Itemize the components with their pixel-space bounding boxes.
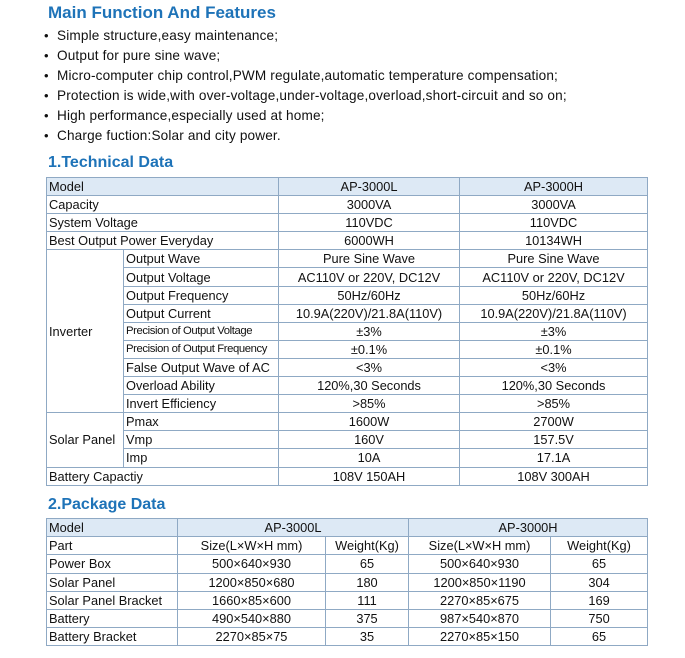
table-row [47,178,648,196]
weight-l: 180 [326,573,409,591]
value-l: 3000VA [279,196,460,214]
weight-l: 375 [326,609,409,627]
value-l: 10.9A(220V)/21.8A(110V) [279,304,460,322]
row-label: False Output Wave of AC [124,358,279,376]
table-row [47,214,648,232]
header-model-l: AP-3000L [279,178,460,196]
size-l: 500×640×930 [178,555,326,573]
row-label: System Voltage [47,214,279,232]
subheader-weight: Weight(Kg) [551,537,648,555]
table-row [47,591,648,609]
value-l: <3% [279,358,460,376]
weight-h: 169 [551,591,648,609]
row-label: Output Current [124,304,279,322]
table-row [47,413,648,431]
value-l: 108V 150AH [279,467,460,485]
row-label: Precision of Output Frequency [124,340,279,358]
table-row [47,268,648,286]
header-label: Model [47,178,279,196]
part-name: Power Box [47,555,178,573]
subheader-part: Part [47,537,178,555]
value-h: Pure Sine Wave [460,250,648,268]
table-row [47,322,648,340]
bullet: • [44,108,49,123]
size-l: 2270×85×75 [178,628,326,646]
feature-item [44,46,567,66]
size-h: 987×540×870 [409,609,551,627]
table-row [47,449,648,467]
value-h: 3000VA [460,196,648,214]
value-h: 10134WH [460,232,648,250]
value-h: <3% [460,358,648,376]
value-h: ±0.1% [460,340,648,358]
subheader-size: Size(L×W×H mm) [409,537,551,555]
table-row [47,573,648,591]
value-l: ±3% [279,322,460,340]
feature-text: Protection is wide,with over-voltage,under-voltage,overload,short-circuit and so on; [57,88,567,103]
size-l: 1200×850×680 [178,573,326,591]
value-h: 108V 300AH [460,467,648,485]
subheader-weight: Weight(Kg) [326,537,409,555]
value-l: 6000WH [279,232,460,250]
header-label: Model [47,519,178,537]
table-row [47,555,648,573]
value-h: ±3% [460,322,648,340]
header-model-h: AP-3000H [409,519,648,537]
bullet: • [44,28,49,43]
table-row [47,377,648,395]
size-h: 500×640×930 [409,555,551,573]
table-row [47,358,648,376]
weight-h: 750 [551,609,648,627]
value-h: 17.1A [460,449,648,467]
feature-text: Micro-computer chip control,PWM regulate,automatic temperature compensation; [57,68,558,83]
row-label: Vmp [124,431,279,449]
row-label: Best Output Power Everyday [47,232,279,250]
feature-text: Charge fuction:Solar and city power. [57,128,281,143]
bullet: • [44,128,49,143]
header-model-h: AP-3000H [460,178,648,196]
value-h: 157.5V [460,431,648,449]
header-model-l: AP-3000L [178,519,409,537]
group-label-inverter: Inverter [47,250,124,413]
feature-item [44,106,567,126]
value-h: AC110V or 220V, DC12V [460,268,648,286]
feature-item [44,126,567,146]
bullet: • [44,48,49,63]
table-row [47,431,648,449]
technical-data-table [46,177,648,486]
value-h: >85% [460,395,648,413]
value-l: >85% [279,395,460,413]
package-data-title: 2.Package Data [48,496,166,513]
size-h: 2270×85×675 [409,591,551,609]
table-row [47,250,648,268]
value-l: 50Hz/60Hz [279,286,460,304]
value-l: AC110V or 220V, DC12V [279,268,460,286]
table-row [47,537,648,555]
value-h: 10.9A(220V)/21.8A(110V) [460,304,648,322]
feature-text: High performance,especially used at home; [57,108,325,123]
table-row [47,467,648,485]
table-row [47,196,648,214]
table-row [47,628,648,646]
feature-item [44,66,567,86]
size-h: 1200×850×1190 [409,573,551,591]
value-l: 10A [279,449,460,467]
value-l: 1600W [279,413,460,431]
weight-h: 65 [551,555,648,573]
table-row [47,609,648,627]
value-l: 120%,30 Seconds [279,377,460,395]
table-row [47,340,648,358]
feature-item [44,86,567,106]
technical-data-title: 1.Technical Data [48,154,174,171]
weight-l: 35 [326,628,409,646]
value-h: 2700W [460,413,648,431]
value-l: 160V [279,431,460,449]
value-l: Pure Sine Wave [279,250,460,268]
row-label: Overload Ability [124,377,279,395]
row-label: Output Voltage [124,268,279,286]
table-row [47,232,648,250]
part-name: Battery [47,609,178,627]
row-label: Output Frequency [124,286,279,304]
size-l: 490×540×880 [178,609,326,627]
part-name: Solar Panel [47,573,178,591]
group-label-solar-panel: Solar Panel [47,413,124,467]
weight-l: 111 [326,591,409,609]
value-l: 110VDC [279,214,460,232]
value-h: 110VDC [460,214,648,232]
feature-list [44,26,567,146]
row-label: Capacity [47,196,279,214]
row-label: Battery Capactiy [47,467,279,485]
bullet: • [44,68,49,83]
weight-h: 304 [551,573,648,591]
row-label: Imp [124,449,279,467]
size-l: 1660×85×600 [178,591,326,609]
table-row [47,304,648,322]
row-label: Pmax [124,413,279,431]
row-label: Precision of Output Voltage [124,322,279,340]
row-label: Output Wave [124,250,279,268]
feature-text: Simple structure,easy maintenance; [57,28,279,43]
table-row [47,519,648,537]
part-name: Battery Bracket [47,628,178,646]
weight-h: 65 [551,628,648,646]
table-row [47,395,648,413]
weight-l: 65 [326,555,409,573]
table-row [47,286,648,304]
package-data-table [46,518,648,646]
size-h: 2270×85×150 [409,628,551,646]
bullet: • [44,88,49,103]
feature-text: Output for pure sine wave; [57,48,221,63]
row-label: Invert Efficiency [124,395,279,413]
value-l: ±0.1% [279,340,460,358]
main-title: Main Function And Features [48,3,276,22]
feature-item [44,26,567,46]
value-h: 50Hz/60Hz [460,286,648,304]
value-h: 120%,30 Seconds [460,377,648,395]
subheader-size: Size(L×W×H mm) [178,537,326,555]
part-name: Solar Panel Bracket [47,591,178,609]
